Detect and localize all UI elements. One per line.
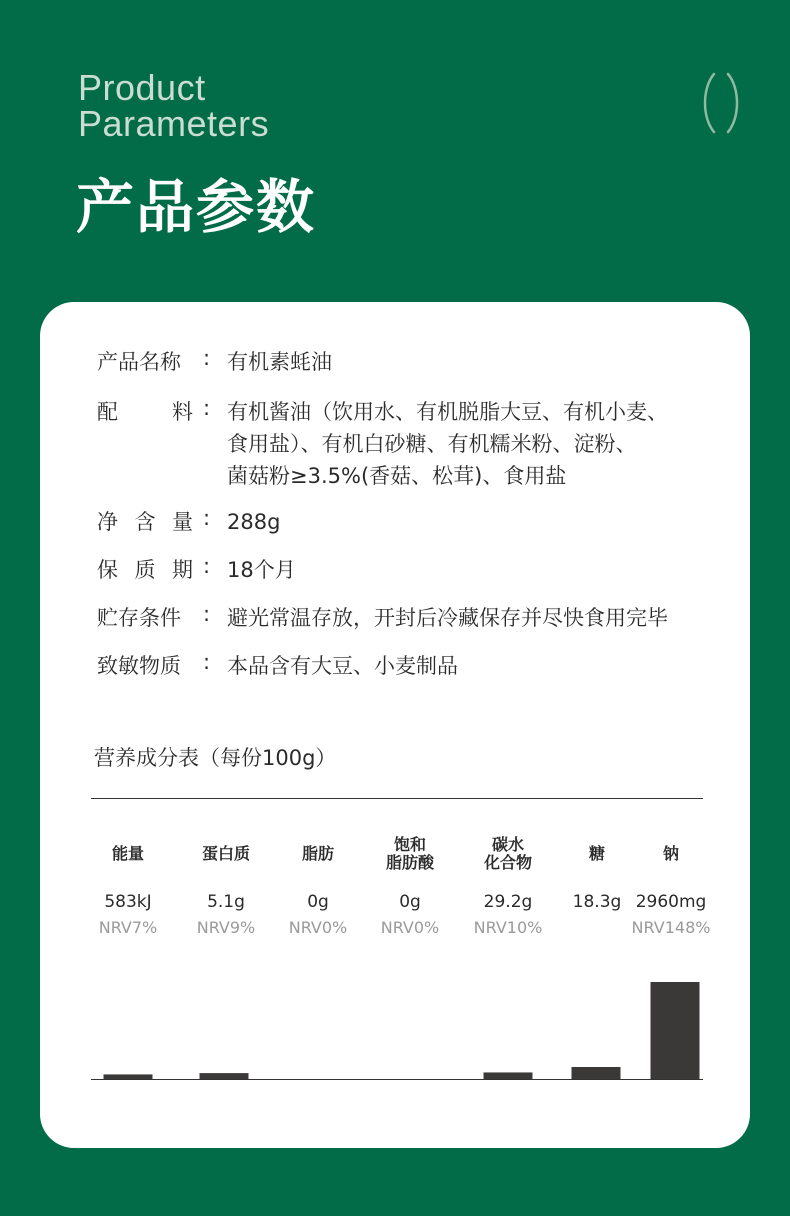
nutrient-amount: 0g — [307, 892, 329, 912]
param-value-line: 18个月 — [227, 558, 296, 582]
nutrient-amount: 5.1g — [207, 892, 245, 912]
chart-baseline — [91, 1079, 703, 1080]
param-colon: : — [203, 650, 211, 674]
param-label-char: 量 — [172, 510, 193, 534]
nutrient-name-line: 糖 — [588, 844, 605, 863]
nutrient-amount: 583kJ — [104, 892, 152, 912]
title-chinese: 产品参数 — [76, 173, 317, 241]
param-label-char: 期 — [172, 558, 193, 582]
param-value-line: 288g — [227, 510, 281, 534]
nutrition-table-title: 营养成分表（每份100g） — [94, 746, 337, 770]
nutrition-bar-chart — [40, 302, 750, 1148]
nutrient-name-line: 碳水 — [491, 835, 524, 854]
param-colon: : — [203, 396, 211, 420]
nutrient-amount: 18.3g — [572, 892, 622, 912]
parameters-card — [40, 302, 750, 1148]
param-label: 产品名称 — [97, 350, 181, 374]
leaf-outline-icon — [700, 72, 742, 134]
nutrient-nrv: NRV0% — [288, 918, 348, 937]
nutrient-nrv: NRV9% — [196, 918, 256, 937]
nutrient-name-line: 饱和 — [393, 835, 426, 854]
nutrient-name-line: 脂肪酸 — [385, 853, 434, 872]
title-english-line-2: Parameters — [78, 103, 270, 144]
param-value-line: 食用盐）、有机白砂糖、有机糯米粉、淀粉、 — [227, 432, 637, 456]
nutrient-name-line: 化合物 — [483, 853, 532, 872]
param-label-char: 料 — [172, 400, 193, 424]
param-label-char: 质 — [134, 558, 156, 582]
param-label-char: 净 — [97, 510, 118, 534]
chart-bar — [651, 982, 700, 1079]
nutrient-nrv: NRV7% — [98, 918, 158, 937]
param-colon: : — [203, 554, 211, 578]
param-value-line: 有机酱油（饮用水、有机脱脂大豆、有机小麦、 — [227, 400, 668, 424]
param-colon: : — [203, 602, 211, 626]
nutrient-name-line: 蛋白质 — [201, 844, 250, 863]
param-value-line: 本品含有大豆、小麦制品 — [227, 654, 458, 678]
param-label: 贮存条件 — [97, 606, 181, 630]
param-value-line: 有机素蚝油 — [227, 350, 332, 374]
nutrient-amount: 29.2g — [483, 892, 533, 912]
nutrient-name-line: 能量 — [111, 844, 144, 863]
nutrient-name-line: 脂肪 — [301, 844, 334, 863]
param-colon: : — [203, 346, 211, 370]
nutrient-nrv: NRV10% — [473, 918, 543, 937]
title-english — [78, 67, 270, 144]
param-value-line: 菌菇粉≥3.5%(香菇、松茸)、食用盐 — [227, 464, 567, 488]
param-value-line: 避光常温存放，开封后冷藏保存并尽快食用完毕 — [227, 606, 668, 630]
nutrient-name-line: 钠 — [662, 844, 679, 863]
nutrient-nrv: NRV0% — [380, 918, 440, 937]
param-colon: : — [203, 506, 211, 530]
nutrient-amount: 2960mg — [635, 892, 707, 912]
param-label-char: 含 — [134, 510, 156, 534]
nutrient-amount: 0g — [399, 892, 421, 912]
param-label: 致敏物质 — [97, 654, 181, 678]
chart-bar — [572, 1067, 621, 1079]
title-english-line-1: Product — [78, 67, 206, 108]
nutrient-nrv: NRV148% — [631, 918, 711, 937]
param-label-char: 保 — [97, 558, 118, 582]
param-label-char: 配 — [97, 400, 118, 424]
